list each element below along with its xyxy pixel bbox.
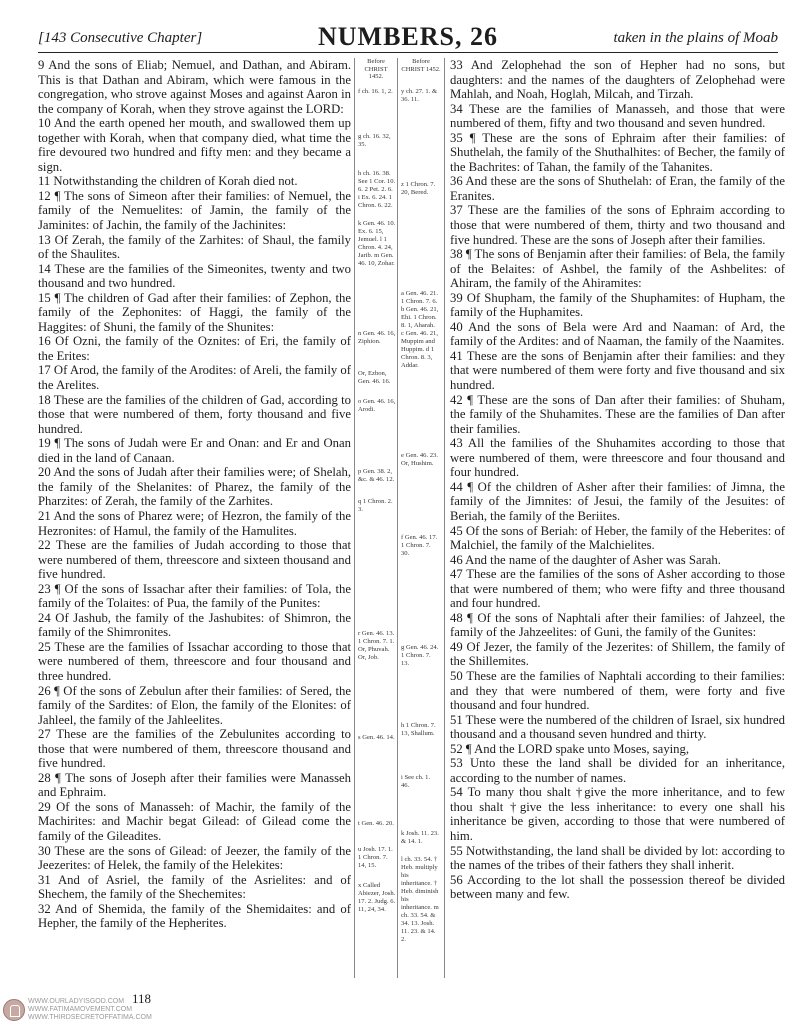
website-link[interactable]: WWW.THIRDSECRETOFFATIMA.COM — [28, 1014, 152, 1021]
cross-reference: i See ch. 1. 46. — [401, 774, 431, 789]
verse: 31 And of Asriel, the family of the Asrielites: and of Shechem, the family of the Shechemites: — [38, 872, 351, 902]
verse: 13 Of Zerah, the family of the Zarhites: of Shaul, the family of the Shaulites. — [38, 232, 351, 262]
cross-reference: Or, Ezbon, Gen. 46. 16. — [358, 370, 391, 385]
verse: 38 ¶ The sons of Benjamin after their families: of Bela, the family of the Belaites: of Ashbel, the family of the Ashbelites: of Ahiram, the family of the Ahiramites: — [450, 247, 785, 291]
cross-reference: g Gen. 46. 24. 1 Chron. 7. 13. — [401, 644, 439, 667]
verse: 19 ¶ The sons of Judah were Er and Onan: and Er and Onan died in the land of Canaan. — [38, 436, 351, 465]
cross-reference: k Gen. 46. 10. Ex. 6. 15, Jemuel. l 1 Chron. 4. 24, Jarib. m Gen. 46. 10, Zohar. — [358, 220, 396, 267]
cross-reference: p Gen. 38. 2, &c. & 46. 12. — [358, 468, 395, 483]
verse: 34 These are the families of Manasseh, and those that were numbered of them, fifty and two thousand and seven hundred. — [450, 101, 785, 131]
cross-reference: e Gen. 46. 23. Or, Hushim. — [401, 452, 438, 467]
verse: 20 And the sons of Judah after their families were; of Shelah, the family of the Shelanites: of Pharez, the family of the Pharzites: of Zerah, the family of the Zarhites. — [38, 465, 351, 509]
cross-reference: r Gen. 46. 13. 1 Chron. 7. 1. Or, Phuvah. Or, Job. — [358, 630, 395, 661]
verse: 27 These are the families of the Zebulunites according to those that were numbered of them, threescore thousand and five hundred. — [38, 727, 351, 771]
verse: 49 Of Jezer, the family of the Jezerites: of Shillem, the family of the Shillemites. — [450, 639, 785, 669]
page-header — [38, 22, 778, 53]
verse: 24 Of Jashub, the family of the Jashubites: of Shimron, the family of the Shimronites. — [38, 610, 351, 640]
verse: 55 Notwithstanding, the land shall be divided by lot: according to the names of the tribes of their fathers they shall inherit. — [450, 843, 785, 873]
verse: 10 And the earth opened her mouth, and swallowed them up together with Korah, when that company died, what time the fire devoured two hundred and fifty men: and they became a sign. — [38, 116, 351, 174]
verse: 43 All the families of the Shuhamites according to those that were numbered of them, were threescore and four thousand and four hundred. — [450, 436, 785, 480]
cross-reference: f ch. 16. 1, 2. — [358, 88, 393, 95]
verse: 48 ¶ Of the sons of Naphtali after their families: of Jahzeel, the family of the Jahzeelites: of Guni, the family of the Gunites: — [450, 610, 785, 640]
cross-reference: y ch. 27. 1. & 36. 11. — [401, 88, 438, 103]
verse: 51 These were the numbered of the children of Israel, six hundred thousand and a thousand seven hundred and thirty. — [450, 712, 785, 742]
cross-reference: u Josh. 17. 1. 1 Chron. 7. 14, 15. — [358, 846, 393, 869]
cross-reference: z 1 Chron. 7. 20, Bered. — [401, 181, 436, 196]
verse: 47 These are the families of the sons of Asher according to those that were numbered of them; who were fifty and three thousand and four hundred. — [450, 567, 785, 611]
verse: 53 Unto these the land shall be divided for an inheritance, according to the number of names. — [450, 756, 785, 785]
cross-reference: t Gen. 46. 20. — [358, 820, 394, 827]
verse: 50 These are the families of Naphtali according to their families: and they that were numbered of them, were forty and five thousand and four hundred. — [450, 668, 785, 713]
verse: 25 These are the families of Issachar according to those that were numbered of them, threescore and four thousand and three hundred. — [38, 639, 351, 683]
cross-reference: q 1 Chron. 2. 3. — [358, 498, 393, 513]
verse: 44 ¶ Of the children of Asher after their families: of Jimna, the family of the Jimnites: of Jesui, the family of the Jesuites: of Beriah, the family of the Beriites. — [450, 479, 785, 523]
date-heading: Before CHRIST 1452. — [401, 58, 441, 73]
verse: 15 ¶ The children of Gad after their families: of Zephon, the family of the Zephonites: of Haggi, the family of the Haggites: of Shuni, the family of the Shunites: — [38, 290, 351, 334]
verse: 33 And Zelophehad the son of Hepher had no sons, but daughters: and the names of the daughters of Zelophehad were Mahlah, and Noah, Hoglah, Milcah, and Tirzah. — [450, 58, 785, 102]
right-text-column — [450, 58, 785, 902]
page-footer — [0, 991, 800, 1024]
verse: 40 And the sons of Bela were Ard and Naaman: of Ard, the family of the Ardites: and of Naaman, the family of the Naamites. — [450, 319, 785, 349]
verse: 36 And these are the sons of Shuthelah: of Eran, the family of the Eranites. — [450, 174, 785, 203]
verse: 46 And the name of the daughter of Asher was Sarah. — [450, 552, 721, 567]
chapter-reference: [143 Consecutive Chapter] — [38, 30, 203, 46]
cross-reference: g ch. 16. 32, 35. — [358, 133, 391, 148]
left-text-column — [38, 58, 351, 931]
verse: 30 These are the sons of Gilead: of Jeezer, the family of the Jeezerites: of Helek, the family of the Helekites: — [38, 843, 351, 873]
cross-reference: n Gen. 46. 16, Ziphion. — [358, 330, 396, 345]
book-chapter-title: NUMBERS, 26 — [317, 22, 498, 51]
verse: 42 ¶ These are the sons of Dan after their families: of Shuham, the family of the Shuhamites. These are the families of Dan after their families. — [450, 392, 785, 436]
verse: 23 ¶ Of the sons of Issachar after their families: of Tola, the family of the Tolaites: of Pua, the family of the Punites: — [38, 581, 351, 611]
verse: 52 ¶ And the LORD spake unto Moses, saying, — [450, 741, 690, 756]
verse: 9 And the sons of Eliab; Nemuel, and Dathan, and Abiram. This is that Dathan and Abiram, which were famous in the congregation, who strove against Moses and against Aaron in the company of Korah, when they strove against the LORD: — [38, 58, 351, 116]
verse: 54 To many thou shalt †give the more inheritance, and to few thou shalt †give the less inheritance: to every one shall his inheritance be given, according to those that were numbered of him. — [450, 785, 785, 843]
page-number: 118 — [132, 991, 152, 1006]
verse: 17 Of Arod, the family of the Arodites: of Areli, the family of the Arelites. — [38, 363, 351, 393]
verse: 28 ¶ The sons of Joseph after their families were Manasseh and Ephraim. — [38, 770, 351, 800]
running-head: taken in the plains of Moab — [613, 30, 778, 46]
date-heading: Before CHRIST 1452. — [364, 58, 388, 80]
verse: 16 Of Ozni, the family of the Oznites: of Eri, the family of the Erites: — [38, 334, 351, 363]
cross-reference: x Called Abiezer, Josh. 17. 2. Judg. 6. 11, 24, 34. — [358, 882, 396, 913]
verse: 26 ¶ Of the sons of Zebulun after their families: of Sered, the family of the Sardites: of Elon, the family of the Elonites: of Jahleel, the family of the Jahleelites. — [38, 683, 351, 727]
website-link[interactable]: WWW.FATIMAMOVEMENT.COM — [28, 1006, 133, 1013]
cross-reference: s Gen. 46. 14. — [358, 734, 395, 741]
cross-reference-column-1 — [354, 58, 398, 978]
verse: 22 These are the families of Judah according to those that were numbered of them, threescore and sixteen thousand and five hundred. — [38, 538, 351, 582]
verse: 32 And of Shemida, the family of the Shemidaites: and of Hepher, the family of the Hepherites. — [38, 901, 351, 931]
verse: 14 These are the families of the Simeonites, twenty and two thousand and two hundred. — [38, 261, 351, 291]
verse: 29 Of the sons of Manasseh: of Machir, the family of the Machirites: and Machir begat Gilead: of Gilead come the family of the Gileadites. — [38, 799, 351, 843]
verse: 45 Of the sons of Beriah: of Heber, the family of the Heberites: of Malchiel, the family of the Malchielites. — [450, 523, 785, 553]
verse: 56 According to the lot shall the possession thereof be divided between many and few. — [450, 872, 785, 902]
cross-reference: k Josh. 11. 23. & 14. 1. — [401, 830, 439, 845]
cross-reference: f Gen. 46. 17. 1 Chron. 7. 30. — [401, 534, 438, 557]
cross-reference: l ch. 33. 54. † Heb. multiply his inheritance. † Heb. diminish his inheritance. m ch. 33. 54. & 34. 13. Josh. 11. 23. & 14. 2. — [401, 856, 439, 943]
verse: 41 These are the sons of Benjamin after their families: and they that were numbered of them were forty and five thousand and six hundred. — [450, 348, 785, 393]
cross-reference: a Gen. 46. 21. 1 Chron. 7. 6. b Gen. 46. 21, Ehi. 1 Chron. 8. 1, Aharah. c Gen. 46. 21, Muppim and Huppim. d 1 Chron. 8. 3, Addar. — [401, 290, 439, 369]
verse: 37 These are the families of the sons of Ephraim according to those that were numbered of them, thirty and two thousand and five hundred. These are the sons of Joseph after their families. — [450, 203, 785, 247]
verse: 18 These are the families of the children of Gad, according to those that were numbered of them, forty thousand and five hundred. — [38, 392, 351, 436]
cross-reference: h 1 Chron. 7. 13, Shallum. — [401, 722, 436, 737]
verse: 21 And the sons of Pharez were; of Hezron, the family of the Hezronites: of Hamul, the family of the Hamulites. — [38, 508, 351, 538]
cross-reference: h ch. 16. 38. See 1 Cor. 10. 6. 2 Pet. 2. 6. i Ex. 6. 24. 1 Chron. 6. 22. — [358, 170, 396, 209]
verse: 35 ¶ These are the sons of Ephraim after their families: of Shuthelah, the family of the Shuthalhites: of Becher, the family of the Bachrites: of Tahan, the family of the Tahanites. — [450, 130, 785, 174]
verse: 39 Of Shupham, the family of the Shuphamites: of Hupham, the family of the Huphamites. — [450, 290, 785, 320]
site-logo-icon — [3, 999, 25, 1021]
cross-reference-column-2 — [398, 58, 445, 978]
cross-reference: o Gen. 46. 16, Arodi. — [358, 398, 396, 413]
verse: 11 Notwithstanding the children of Korah died not. — [38, 174, 298, 189]
verse: 12 ¶ The sons of Simeon after their families: of Nemuel, the family of the Nemuelites: of Jamin, the family of the Jaminites: of Jachin, the family of the Jachinites: — [38, 188, 351, 233]
website-link[interactable]: WWW.OURLADYISGOD.COM — [28, 998, 125, 1005]
